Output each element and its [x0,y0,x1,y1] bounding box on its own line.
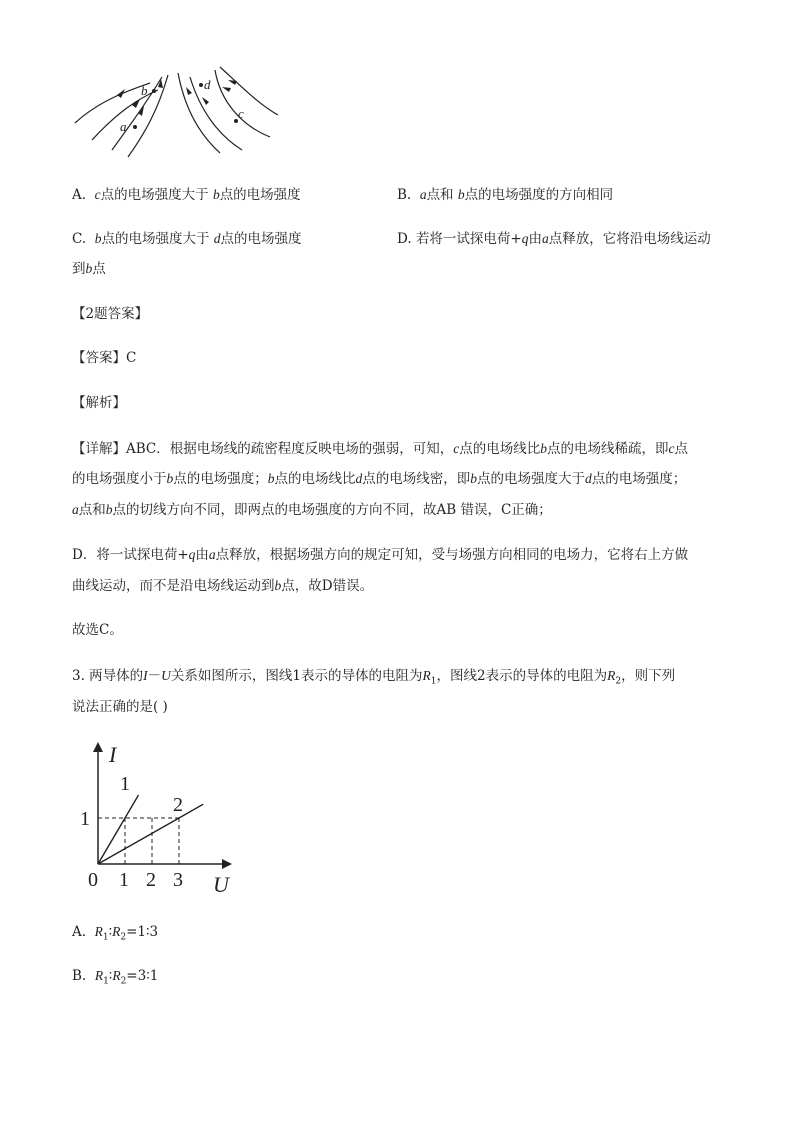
x-tick-label: 1 [119,869,129,891]
q2-option-b[interactable]: B. a点和 b点的电场强度的方向相同 [397,187,614,203]
point-a-dot [133,125,137,129]
q3-question-line-2: 说法正确的是( ) [72,699,168,715]
electric-field-figure [70,65,285,160]
line-2-label: 2 [173,794,183,816]
y-tick-label: 1 [80,808,90,830]
detail-line-1: 【详解】ABC．根据电场线的疏密程度反映电场的强弱，可知，c点的电场线比b点的电场线稀疏，即c点 [72,441,688,457]
arrow-icon [202,97,209,105]
answer-heading: 【2题答案】 [72,306,149,322]
x-tick-label: 3 [173,869,183,891]
origin-label: 0 [88,869,98,891]
point-a-label: a [120,119,127,134]
arrow-icon [158,79,163,88]
y-axis-label: I [109,742,117,767]
arrow-icon [138,106,144,116]
x-axis-label: U [213,872,229,897]
point-c-label: c [238,106,244,121]
arrow-icon [222,87,231,92]
line-1-label: 1 [120,773,130,795]
field-line [190,77,242,150]
field-line [75,83,150,123]
x-axis-arrow-icon [222,859,232,869]
y-axis-arrow-icon [93,742,103,752]
detail-line-4: D．将一试探电荷+q由a点释放，根据场强方向的规定可知，受与场强方向相同的电场力，它将右上方做 [72,547,689,563]
q2-option-c[interactable]: C. b点的电场强度大于 d点的电场强度 [72,231,302,247]
point-b-label: b [141,83,148,98]
answer-line: 【答案】C [72,350,137,366]
q3-question-line-1: 3. 两导体的I－U关系如图所示，图线1表示的导体的电阻为$R_1$，图线2表示的导体的电阻为$R_2$，则下列 [72,668,676,687]
point-d-dot [199,83,203,87]
detail-line-2: 的电场强度小于b点的电场强度；b点的电场线比d点的电场线密，即b点的电场强度大于d点的电场强度； [72,471,687,487]
q2-option-a[interactable]: A. c点的电场强度大于 b点的电场强度 [72,187,301,203]
arrow-icon [186,87,192,95]
point-b-dot [152,89,156,93]
series-line-2 [98,804,203,864]
q3-option-a[interactable]: A. $R_1∶R_2=1∶3$ [72,924,159,943]
q2-option-d[interactable]: D. 若将一试探电荷+q由a点释放，它将沿电场线运动 [397,231,711,247]
detail-line-3: a点和b点的切线方向不同，即两点的电场强度的方向不同，故AB 错误，C正确； [72,502,552,518]
x-tick-label: 2 [146,869,156,891]
q3-option-b[interactable]: B. $R_1∶R_2=3∶1$ [72,968,159,987]
q2-option-d-continued: 到b点 [72,261,106,277]
conclusion: 故选C。 [72,622,123,638]
detail-line-5: 曲线运动，而不是沿电场线运动到b点，故D错误。 [72,578,374,594]
arrow-icon [117,89,125,98]
analysis-heading: 【解析】 [72,395,126,411]
iu-graph [72,738,242,898]
series-line-1 [98,795,139,864]
point-d-label: d [204,77,211,92]
